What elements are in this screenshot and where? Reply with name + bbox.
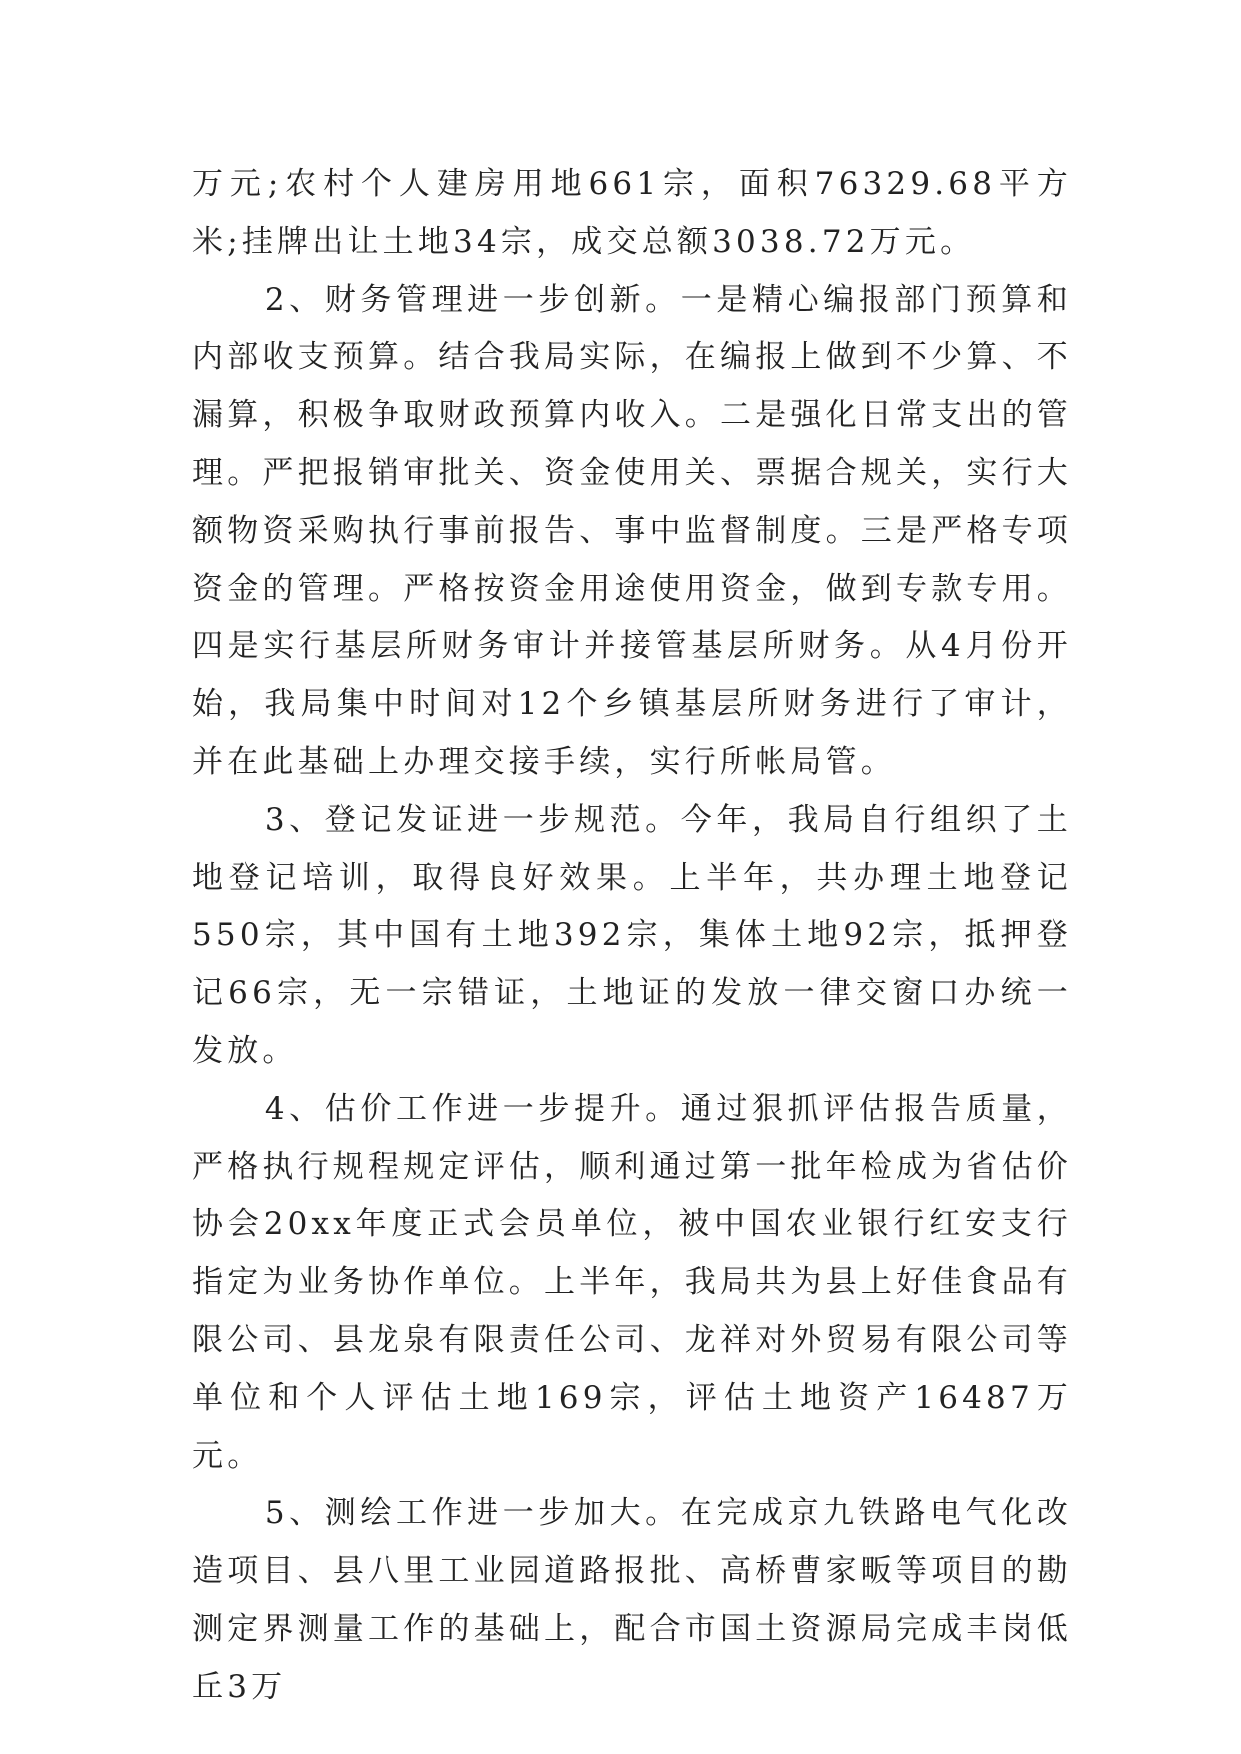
paragraph-1: 万元;农村个人建房用地661宗，面积76329.68平方米;挂牌出让土地34宗，成交总额3038.72万元。 (192, 166, 1072, 260)
paragraph-2: 2、财务管理进一步创新。一是精心编报部门预算和内部收支预算。结合我局实际，在编报上做到不少算、不漏算，积极争取财政预算内收入。二是强化日常支出的管理。严把报销审批关、资金使用关、票据合规关，实行大额物资采购执行事前报告、事中监督制度。三是严格专项资金的管理。严格按资金用途使用资金，做到专款专用。四是实行基层所财务审计并接管基层所财务。从4月份开始，我局集中时间对12个乡镇基层所财务进行了审计，并在此基础上办理交接手续，实行所帐局管。 (192, 281, 1072, 780)
document-body (192, 156, 1072, 1717)
paragraph-3: 3、登记发证进一步规范。今年，我局自行组织了土地登记培训，取得良好效果。上半年，共办理土地登记550宗，其中国有土地392宗，集体土地92宗，抵押登记66宗，无一宗错证，土地证的发放一律交窗口办统一发放。 (192, 801, 1072, 1069)
paragraph-5: 5、测绘工作进一步加大。在完成京九铁路电气化改造项目、县八里工业园道路报批、高桥曹家畈等项目的勘测定界测量工作的基础上，配合市国土资源局完成丰岗低丘3万 (192, 1495, 1072, 1705)
paragraph-4: 4、估价工作进一步提升。通过狠抓评估报告质量，严格执行规程规定评估，顺利通过第一批年检成为省估价协会20xx年度正式会员单位，被中国农业银行红安支行指定为业务协作单位。上半年，我局共为县上好佳食品有限公司、县龙泉有限责任公司、龙祥对外贸易有限公司等单位和个人评估土地169宗，评估土地资产16487万元。 (192, 1090, 1072, 1474)
